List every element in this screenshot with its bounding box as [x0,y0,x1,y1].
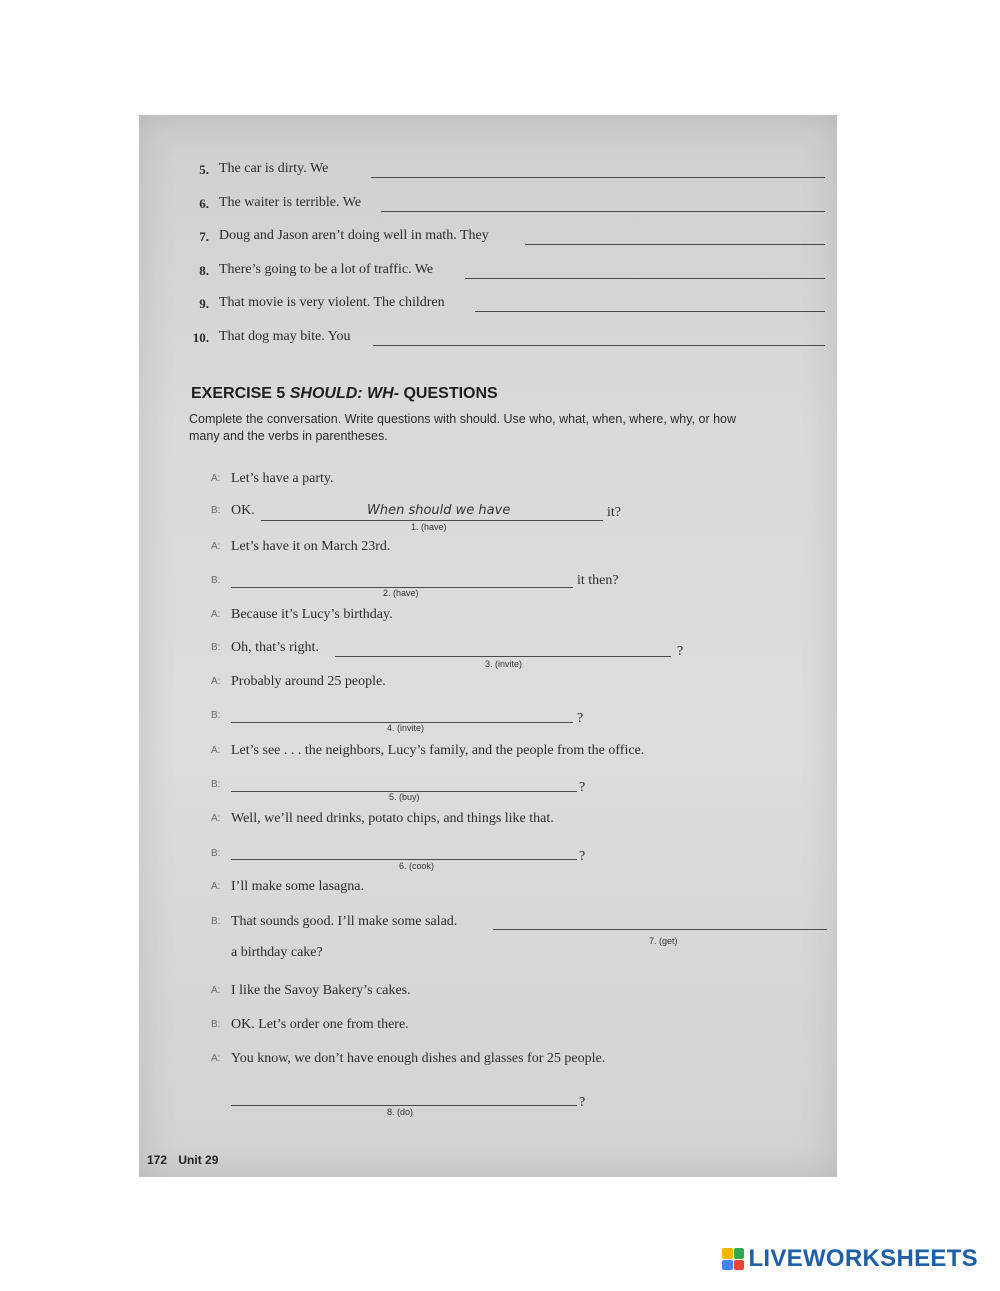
dialogue-line-12 [139,844,837,878]
dialogue-text: Let’s have a party. [231,471,334,486]
logo-square [734,1248,745,1259]
item-6 [139,193,837,217]
dialogue-line-17 [139,1049,837,1073]
item-7 [139,226,837,250]
dialogue-line-1 [139,469,837,493]
dialogue-line-4 [139,571,837,605]
answer-line-9[interactable] [475,311,825,312]
answer-line-1[interactable] [261,520,603,521]
speaker-label: B: [211,848,221,859]
handwritten-answer: When should we have [367,503,511,518]
item-text: The car is dirty. We [219,161,329,176]
speaker-label: B: [211,575,221,586]
page-number: 172 [147,1153,168,1167]
dialogue-line-6 [139,638,837,672]
answer-line-7[interactable] [525,244,825,245]
answer-line-6[interactable] [231,859,577,860]
verb-cue: 5. (buy) [389,792,420,802]
speaker-label: B: [211,916,221,927]
item-number: 8. [199,263,209,278]
item-9 [139,293,837,317]
item-text: There’s going to be a lot of traffic. We [219,262,434,277]
item-text: That dog may bite. You [219,329,351,344]
item-text: That movie is very violent. The children [219,295,445,310]
dialogue-line-7 [139,672,837,696]
exercise-title [191,385,498,403]
speaker-label: B: [211,779,221,790]
dialogue-line-5 [139,605,837,629]
exercise-title-prefix: EXERCISE 5 [191,385,286,402]
item-5 [139,159,837,183]
exercise-title-italic: SHOULD: WH- [289,385,400,402]
dialogue-text: Let’s have it on March 23rd. [231,539,391,554]
dialogue-after: it? [607,505,621,520]
dialogue-text: You know, we don’t have enough dishes and glasses for 25 people. [231,1051,606,1066]
verb-cue: 4. (invite) [387,723,425,733]
answer-line-5[interactable] [371,177,825,178]
answer-line-8[interactable] [465,278,825,279]
dialogue-after: it then? [577,573,619,588]
dialogue-text: Oh, that’s right. [231,640,319,655]
item-number: 7. [199,229,209,244]
item-number: 5. [199,162,209,177]
verb-cue: 3. (invite) [485,659,523,669]
speaker-label: A: [211,985,221,996]
dialogue-line-8 [139,706,837,740]
speaker-label: A: [211,813,221,824]
dialogue-text: Well, we’ll need drinks, potato chips, and things like that. [231,811,554,826]
speaker-label: B: [211,642,221,653]
item-number: 6. [199,196,209,211]
dialogue-line-14 [139,912,837,972]
dialogue-after: ? [579,780,586,795]
answer-line-10[interactable] [373,345,825,346]
dialogue-line-9 [139,741,837,765]
dialogue-text: Probably around 25 people. [231,674,386,689]
dialogue-text: I like the Savoy Bakery’s cakes. [231,983,411,998]
brand-name: LIVEWORKSHEETS [748,1245,978,1272]
dialogue-text: Because it’s Lucy’s birthday. [231,607,393,622]
exercise-instructions: Complete the conversation. Write questions with should. Use who, what, when, where, why, or how many and the verbs in parentheses. [189,412,737,443]
dialogue-line-18 [139,1091,837,1125]
liveworksheets-brand [722,1245,978,1273]
speaker-label: B: [211,1019,221,1030]
dialogue-line-10 [139,775,837,809]
speaker-label: A: [211,1053,221,1064]
item-8 [139,260,837,284]
verb-cue: 1. (have) [411,522,447,532]
logo-square [722,1248,733,1259]
logo-square [722,1260,733,1271]
speaker-label: B: [211,710,221,721]
dialogue-text: Let’s see . . . the neighbors, Lucy’s family, and the people from the office. [231,743,645,758]
dialogue-line-16 [139,1015,837,1039]
dialogue-line-13 [139,877,837,901]
unit-label: Unit 29 [178,1153,219,1167]
dialogue-text: OK. Let’s order one from there. [231,1017,409,1032]
dialogue-line-3 [139,537,837,561]
item-10 [139,327,837,351]
brand-logo-icon [722,1248,744,1270]
speaker-label: B: [211,505,221,516]
verb-cue: 2. (have) [383,588,419,598]
item-number: 10. [192,330,209,345]
speaker-label: A: [211,881,221,892]
dialogue-line-2 [139,501,837,535]
dialogue-after: ? [577,711,584,726]
speaker-label: A: [211,609,221,620]
dialogue-text: OK. [231,503,255,518]
speaker-label: A: [211,541,221,552]
speaker-label: A: [211,676,221,687]
speaker-label: A: [211,473,221,484]
exercise-title-suffix: QUESTIONS [403,385,498,402]
verb-cue: 7. (get) [649,936,678,946]
logo-square [734,1260,745,1271]
answer-line-6[interactable] [381,211,825,212]
item-text: The waiter is terrible. We [219,195,362,210]
worksheet-page [139,115,837,1177]
dialogue-after: ? [579,849,586,864]
dialogue-text: I’ll make some lasagna. [231,879,364,894]
item-text: Doug and Jason aren’t doing well in math. They [219,228,489,243]
answer-line-3[interactable] [335,656,671,657]
page-footer [147,1153,226,1167]
dialogue-line-11 [139,809,837,833]
dialogue-line-15 [139,981,837,1005]
dialogue-after: ? [579,1095,586,1110]
dialogue-after: ? [677,644,684,659]
verb-cue: 8. (do) [387,1107,414,1117]
dialogue-text: That sounds good. I’ll make some salad. [231,914,458,929]
answer-line-7[interactable] [493,929,827,930]
verb-cue: 6. (cook) [399,861,435,871]
answer-line-8[interactable] [231,1105,577,1106]
item-number: 9. [199,296,209,311]
speaker-label: A: [211,745,221,756]
dialogue-continuation: a birthday cake? [231,945,323,960]
